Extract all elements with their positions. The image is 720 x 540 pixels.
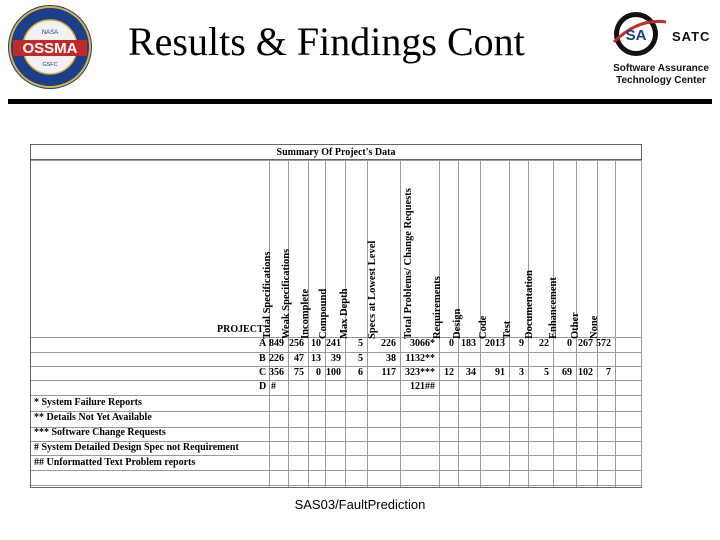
logo-ossma-text: OSSMA <box>22 40 78 57</box>
column-header-label: Design <box>452 308 463 339</box>
table-cell: 117 <box>381 367 396 378</box>
column-header-label: Incomplete <box>300 288 311 339</box>
column-gridline <box>400 160 401 487</box>
table-cell: # <box>271 381 276 392</box>
column-header-label: None <box>589 315 600 339</box>
column-gridline <box>641 160 642 487</box>
project-label: C <box>259 367 267 378</box>
ossma-logo <box>7 4 93 90</box>
slide-title: Results & Findings Cont <box>128 19 525 64</box>
column-header-label: Total Problems/ Change Requests <box>403 188 414 339</box>
footnote: # System Detailed Design Spec not Requirement <box>34 442 239 453</box>
table-cell: 5 <box>358 353 363 364</box>
column-header-label: Compound <box>318 288 329 339</box>
table-cell: 13 <box>311 353 321 364</box>
table-cell: 241 <box>326 338 341 349</box>
column-header-label: Specs at Lowest Level <box>367 240 378 339</box>
table-cell: 12 <box>444 367 454 378</box>
slide-footer: SAS03/FaultPrediction <box>294 497 426 512</box>
table-cell: 7 <box>606 367 611 378</box>
row-gridline <box>31 160 641 161</box>
row-gridline <box>31 380 641 381</box>
header-rule <box>8 99 712 104</box>
logo-sa-mark: SA <box>625 27 647 44</box>
row-gridline <box>31 485 641 486</box>
table-cell: 3066* <box>410 338 435 349</box>
table-cell: 22 <box>539 338 549 349</box>
table-cell: 849 <box>269 338 284 349</box>
table-cell: 267 <box>578 338 593 349</box>
column-header-label: Test <box>502 320 513 339</box>
table-cell: 226 <box>269 353 284 364</box>
column-header-label: Other <box>570 312 581 339</box>
table-cell: 572 <box>596 338 611 349</box>
logo-nasa-text: NASA <box>41 30 59 36</box>
table-title: Summary Of Project's Data <box>31 145 641 160</box>
satc-logo <box>608 8 714 88</box>
table-cell: 9 <box>519 338 524 349</box>
table-cell: 0 <box>567 338 572 349</box>
footnote: * System Failure Reports <box>34 397 142 408</box>
project-data-table <box>30 144 642 488</box>
table-cell: 100 <box>326 367 341 378</box>
table-cell: 102 <box>578 367 593 378</box>
table-cell: 1132** <box>405 353 435 364</box>
table-cell: 256 <box>289 338 304 349</box>
table-cell: 0 <box>449 338 454 349</box>
table-cell: 0 <box>316 367 321 378</box>
table-cell: 75 <box>294 367 304 378</box>
table-cell: 183 <box>461 338 476 349</box>
column-header-label: Max Depth <box>339 288 350 339</box>
table-cell: 6 <box>358 367 363 378</box>
table-cell: 226 <box>381 338 396 349</box>
footnote: ** Details Not Yet Available <box>34 412 152 423</box>
footnote: ## Unformatted Text Problem reports <box>34 457 196 468</box>
table-cell: 356 <box>269 367 284 378</box>
table-cell: 10 <box>311 338 321 349</box>
logo-satc-letters: SATC <box>672 29 711 44</box>
column-header-label: Requirements <box>432 276 443 339</box>
column-gridline <box>615 160 616 487</box>
table-cell: 39 <box>331 353 341 364</box>
column-header-label: Documentation <box>524 270 535 339</box>
project-header: PROJECT <box>217 324 264 335</box>
logo-line2: Technology Center <box>616 75 706 86</box>
project-label: D <box>259 381 267 392</box>
table-cell: 5 <box>544 367 549 378</box>
project-label: A <box>259 338 267 349</box>
table-cell: 3 <box>519 367 524 378</box>
table-cell: 5 <box>358 338 363 349</box>
table-cell: 47 <box>294 353 304 364</box>
logo-gsfc-text: GSFC <box>42 62 58 68</box>
column-header-label: Weak Specifications <box>281 248 292 339</box>
column-header-label: Enhancement <box>548 277 559 339</box>
table-cell: 121## <box>410 381 435 392</box>
table-cell: 2013 <box>485 338 505 349</box>
column-header-label: Code <box>478 315 489 339</box>
table-cell: 69 <box>562 367 572 378</box>
logo-line1: Software Assurance <box>613 63 709 74</box>
table-cell: 38 <box>386 353 396 364</box>
row-gridline <box>31 470 641 471</box>
table-cell: 91 <box>495 367 505 378</box>
table-cell: 34 <box>466 367 476 378</box>
column-header-label: Total Specifications <box>262 251 273 339</box>
footnote: *** Software Change Requests <box>34 427 166 438</box>
table-cell: 323*** <box>405 367 435 378</box>
project-label: B <box>259 353 266 364</box>
